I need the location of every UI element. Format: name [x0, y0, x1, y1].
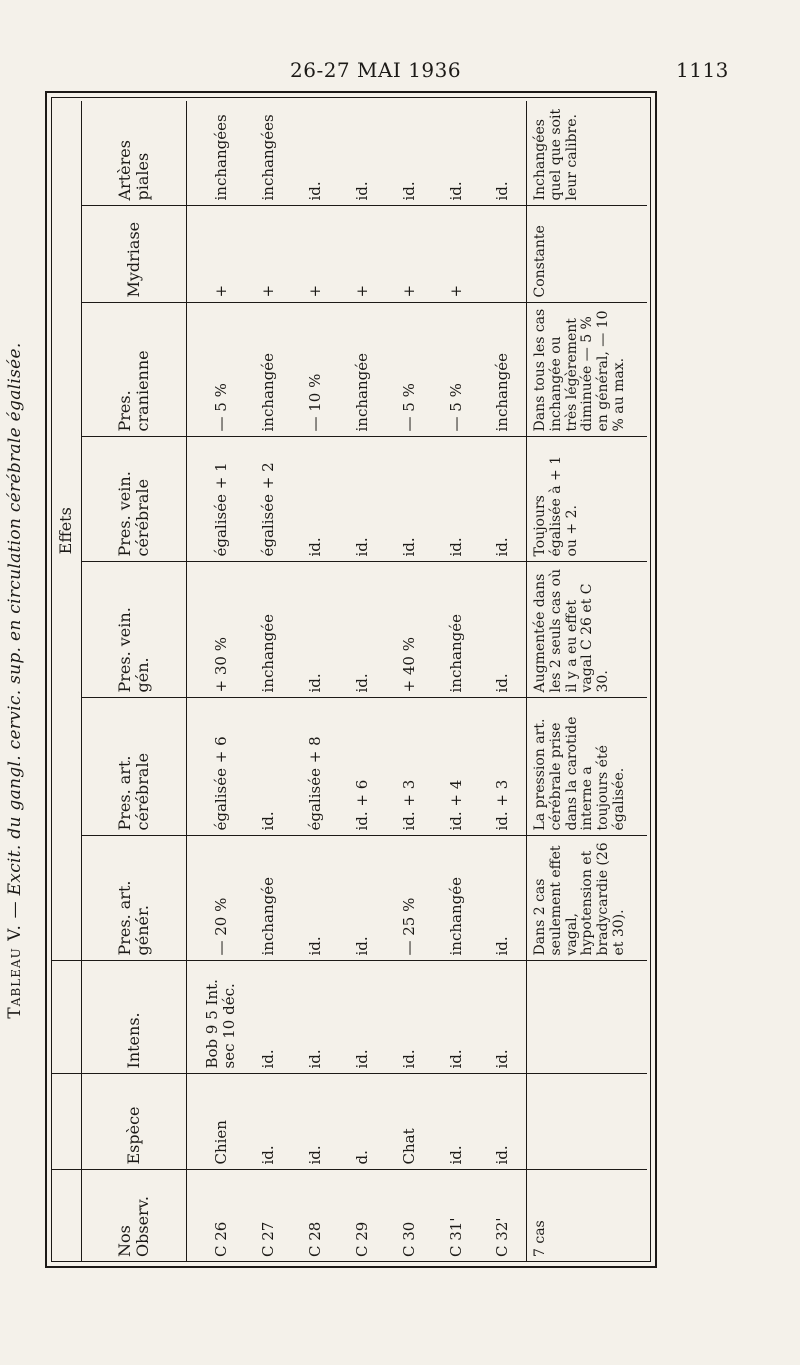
cell-pres-vein-gen: id.: [480, 562, 527, 698]
cell-arteres: id.: [433, 101, 480, 206]
col-header-arteres: Artères piales: [82, 101, 187, 206]
cell-pres-cran: inchangée: [246, 303, 293, 437]
cell-pres-art-gen: id.: [339, 836, 386, 961]
cell-pres-vein-gen: inchangée: [433, 562, 480, 698]
page-header: [0, 58, 800, 88]
cell-pres-vein-cer: id.: [480, 437, 527, 562]
summary-pres-cran: Dans tous les cas inchangée ou très légèrement diminuée — 5 % en général, — 10 % au max.: [527, 303, 647, 437]
cell-pres-vein-cer: égalisée + 1: [187, 437, 246, 562]
cell-pres-vein-gen: id.: [339, 562, 386, 698]
cell-pres-vein-gen: + 30 %: [187, 562, 246, 698]
col-header-espece: Espèce: [82, 1074, 187, 1170]
cell-espece: id.: [292, 1074, 339, 1170]
cell-pres-vein-gen: + 40 %: [386, 562, 433, 698]
table-row: [339, 101, 386, 1262]
cell-mydriase: +: [386, 206, 433, 303]
cell-arteres: inchangées: [246, 101, 293, 206]
cell-pres-art-cer: id. + 3: [386, 698, 433, 836]
cell-pres-vein-cer: id.: [339, 437, 386, 562]
summary-espece: [527, 1074, 647, 1170]
cell-obs: C 31': [446, 1217, 465, 1257]
cell-intens: id.: [246, 961, 293, 1074]
cell-obs: C 29: [352, 1221, 371, 1257]
cell-pres-art-cer: id. + 6: [339, 698, 386, 836]
cell-pres-art-gen: id.: [480, 836, 527, 961]
header-spacer: [51, 1170, 82, 1262]
cell-pres-vein-cer: égalisée + 2: [246, 437, 293, 562]
col-header-pres-vein-gen: Pres. vein. gén.: [82, 562, 187, 698]
table-row: [292, 101, 339, 1262]
cell-espece: d.: [339, 1074, 386, 1170]
cell-pres-art-cer: égalisée + 8: [292, 698, 339, 836]
table-caption-label: Tableau V.: [5, 924, 25, 1019]
header-spacer: [51, 1074, 82, 1170]
summary-obs: 7 cas: [527, 1170, 647, 1262]
cell-mydriase: +: [187, 206, 246, 303]
page-number: 1113: [676, 58, 729, 82]
cell-intens: id.: [339, 961, 386, 1074]
rotated-table: [5, 93, 655, 1268]
cell-pres-cran: — 5 %: [187, 303, 246, 437]
col-header-pres-cran: Pres. cranienne: [82, 303, 187, 437]
summary-intens: [527, 961, 647, 1074]
cell-pres-art-gen: — 20 %: [187, 836, 246, 961]
cell-pres-vein-cer: id.: [433, 437, 480, 562]
cell-pres-cran: — 5 %: [433, 303, 480, 437]
cell-arteres: id.: [480, 101, 527, 206]
cell-pres-vein-gen: inchangée: [246, 562, 293, 698]
cell-pres-art-cer: id.: [246, 698, 293, 836]
cell-pres-art-cer: id. + 3: [480, 698, 527, 836]
col-header-pres-art-gen: Pres. art. génér.: [82, 836, 187, 961]
cell-intens: Bob 9 5 Int. sec 10 déc.: [187, 961, 246, 1074]
cell-arteres: inchangées: [187, 101, 246, 206]
table-caption-title: — Excit. du gangl. cervic. sup. en circulation cérébrale égalisée.: [5, 342, 25, 919]
cell-espece: Chat: [386, 1074, 433, 1170]
effets-group-header: Effets: [51, 101, 82, 961]
cell-intens: id.: [292, 961, 339, 1074]
cell-espece: Chien: [187, 1074, 246, 1170]
cell-mydriase: +: [339, 206, 386, 303]
cell-mydriase: +: [292, 206, 339, 303]
summary-pres-vein-cer: Toujours égalisée à + 1 ou + 2.: [527, 437, 647, 562]
cell-pres-art-gen: id.: [292, 836, 339, 961]
cell-obs: C 26: [211, 1221, 230, 1257]
cell-mydriase: +: [433, 206, 480, 303]
cell-espece: id.: [246, 1074, 293, 1170]
running-header-date: 26-27 MAI 1936: [290, 58, 462, 82]
summary-pres-art-gen: Dans 2 cas seulement effet vagal, hypotension et bradycardie (26 et 30).: [527, 836, 647, 961]
cell-pres-art-cer: id. + 4: [433, 698, 480, 836]
table-row: [433, 101, 480, 1262]
cell-mydriase: +: [246, 206, 293, 303]
summary-row: [527, 101, 647, 1262]
cell-arteres: id.: [292, 101, 339, 206]
cell-obs: C 28: [306, 1221, 325, 1257]
cell-pres-cran: — 5 %: [386, 303, 433, 437]
cell-pres-art-cer: égalisée + 6: [187, 698, 246, 836]
cell-arteres: id.: [339, 101, 386, 206]
cell-espece: id.: [433, 1074, 480, 1170]
col-header-pres-vein-cer: Pres. vein. cérébrale: [82, 437, 187, 562]
cell-pres-cran: — 10 %: [292, 303, 339, 437]
cell-intens: id.: [386, 961, 433, 1074]
cell-obs: C 30: [399, 1221, 418, 1257]
cell-pres-cran: inchangée: [480, 303, 527, 437]
cell-pres-cran: inchangée: [339, 303, 386, 437]
header-spacer: [51, 961, 82, 1074]
summary-pres-art-cer: La pression art. cérébrale prise dans la carotide interne a toujours été égalisée.: [527, 698, 647, 836]
cell-pres-art-gen: inchangée: [433, 836, 480, 961]
table-row: [480, 101, 527, 1262]
cell-pres-art-gen: inchangée: [246, 836, 293, 961]
cell-espece: id.: [480, 1074, 527, 1170]
cell-arteres: id.: [386, 101, 433, 206]
observations-table: [51, 101, 647, 1262]
summary-arteres: Inchangées quel que soit leur calibre.: [527, 101, 647, 206]
cell-pres-vein-cer: id.: [292, 437, 339, 562]
cell-obs: C 27: [259, 1221, 278, 1257]
col-header-obs: Nos Observ.: [82, 1170, 187, 1262]
table-caption-text: [5, 93, 25, 1268]
col-header-mydriase: Mydriase: [82, 206, 187, 303]
col-header-intens: Intens.: [82, 961, 187, 1074]
table-row: [246, 101, 293, 1262]
cell-pres-vein-gen: id.: [292, 562, 339, 698]
col-header-pres-art-cer: Pres. art. cérébrale: [82, 698, 187, 836]
cell-pres-vein-cer: id.: [386, 437, 433, 562]
summary-mydriase: Constante: [527, 206, 647, 303]
cell-mydriase: [480, 206, 527, 303]
cell-obs: C 32': [493, 1217, 512, 1257]
cell-intens: id.: [433, 961, 480, 1074]
table-row: [187, 101, 246, 1262]
summary-pres-vein-gen: Augmentée dans les 2 seuls cas où il y a eu effet vagal C 26 et C 30.: [527, 562, 647, 698]
table-row: [386, 101, 433, 1262]
cell-pres-art-gen: — 25 %: [386, 836, 433, 961]
cell-intens: id.: [480, 961, 527, 1074]
